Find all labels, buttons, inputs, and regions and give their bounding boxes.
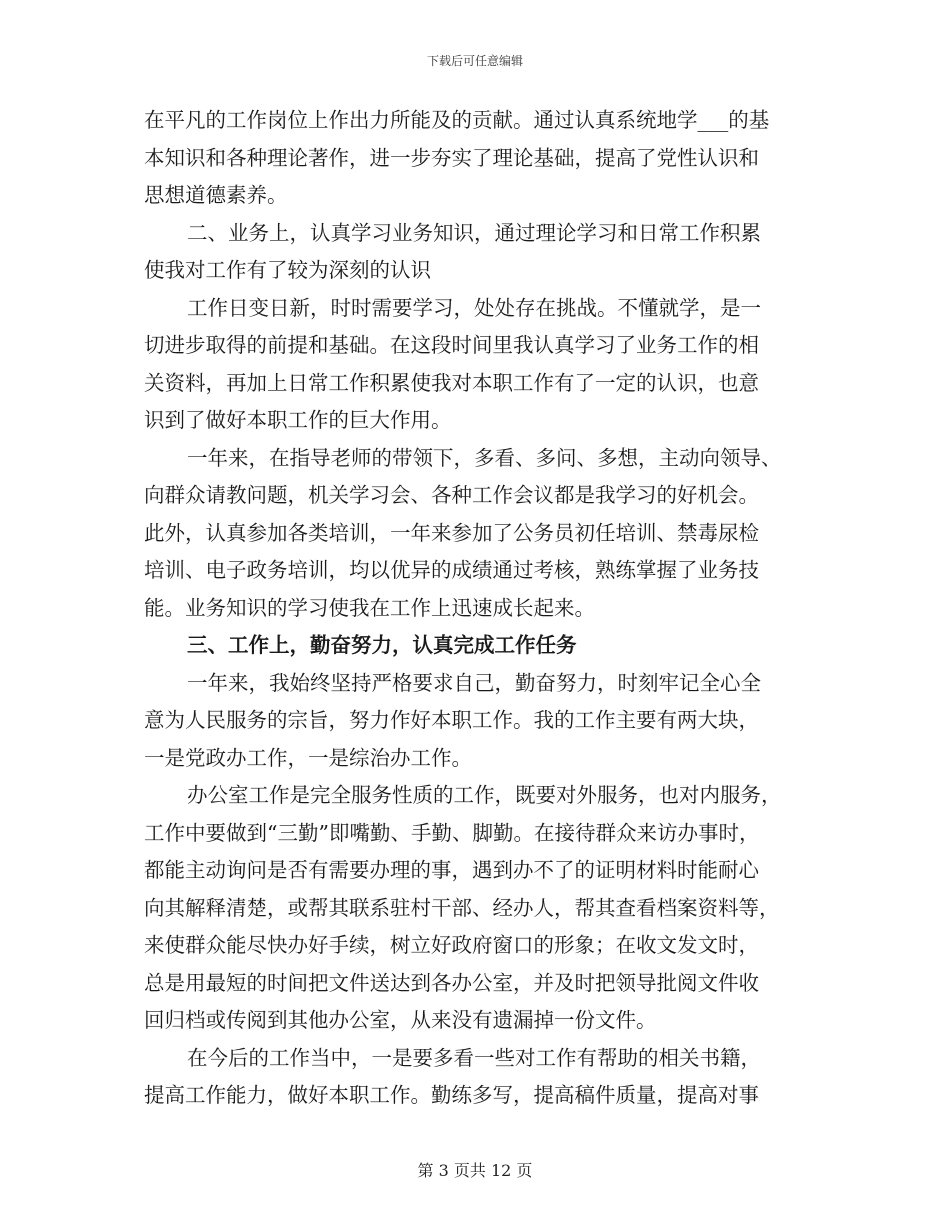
text-line: 此外，认真参加各类培训，一年来参加了公务员初任培训、禁毒尿检 <box>144 520 759 545</box>
text-line: 关资料，再加上日常工作积累使我对本职工作有了一定的认识，也意 <box>144 370 759 395</box>
text-line: 一年来，在指导老师的带领下，多看、多问、多想，主动向领导、 <box>187 445 782 470</box>
text-line: 使我对工作有了较为深刻的认识 <box>144 258 431 282</box>
text-line: 一是党政办工作，一是综治办工作。 <box>144 745 472 770</box>
text-line: 回归档或传阅到其他办公室，从来没有遗漏掉一份文件。 <box>144 1008 657 1032</box>
text-line: 都能主动询问是否有需要办理的事，遇到办不了的证明材料时能耐心 <box>144 858 759 882</box>
text-line: 向群众请教问题，机关学习会、各种工作会议都是我学习的好机会。 <box>144 483 759 507</box>
text-line: 在今后的工作当中，一是要多看一些对工作有帮助的相关书籍， <box>187 1045 761 1070</box>
section-heading-3: 三、工作上，勤奋努力，认真完成工作任务 <box>187 633 577 657</box>
text-line: 切进步取得的前提和基础。在这段时间里我认真学习了业务工作的相 <box>144 333 759 357</box>
text-line: 一年来，我始终坚持严格要求自己，勤奋努力，时刻牢记全心全 <box>187 670 761 695</box>
text-line: 意为人民服务的宗旨，努力作好本职工作。我的工作主要有两大块， <box>144 708 759 732</box>
page-header: 下载后可任意编辑 <box>426 54 523 68</box>
page-footer: 第 3 页共 12 页 <box>417 1161 533 1180</box>
text-line: 能。业务知识的学习使我在工作上迅速成长起来。 <box>144 595 595 620</box>
text-line: 本知识和各种理论著作，进一步夯实了理论基础，提高了党性认识和 <box>144 145 759 170</box>
text-line: 来使群众能尽快办好手续，树立好政府窗口的形象；在收文发文时， <box>144 933 759 957</box>
text-line: 提高工作能力，做好本职工作。勤练多写，提高稿件质量，提高对事 <box>144 1083 759 1107</box>
text-line: 办公室工作是完全服务性质的工作，既要对外服务，也对内服务， <box>187 783 782 807</box>
text-line: 工作中要做到“三勤”即嘴勤、手勤、脚勤。在接待群众来访办事时， <box>144 820 760 845</box>
text-line: 培训、电子政务培训，均以优异的成绩通过考核，熟练掌握了业务技 <box>144 558 759 582</box>
text-line: 工作日变日新，时时需要学习，处处存在挑战。不懂就学，是一 <box>187 295 761 320</box>
text-line: 总是用最短的时间把文件送达到各办公室，并及时把领导批阅文件收 <box>144 970 759 995</box>
text-line: 思想道德素养。 <box>144 183 288 207</box>
document-body <box>144 102 804 1115</box>
section-heading-2: 二、业务上，认真学习业务知识，通过理论学习和日常工作积累 <box>187 220 761 245</box>
text-line: 向其解释清楚，或帮其联系驻村干部、经办人，帮其查看档案资料等， <box>144 895 780 920</box>
text-line: 在平凡的工作岗位上作出力所能及的贡献。通过认真系统地学___的基 <box>144 108 770 132</box>
text-line: 识到了做好本职工作的巨大作用。 <box>144 408 452 432</box>
